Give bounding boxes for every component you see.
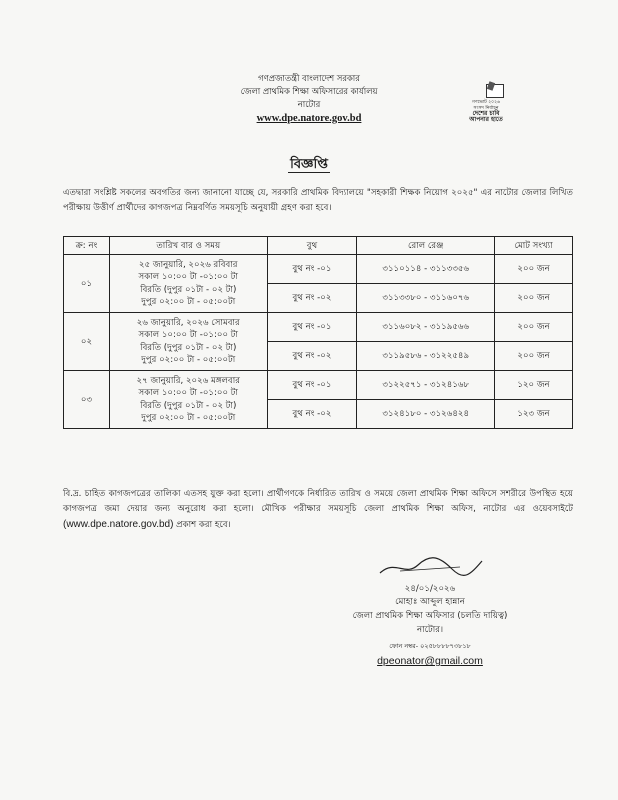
- notice-title-text: বিজ্ঞপ্তি: [290, 157, 328, 172]
- date-cell: [109, 313, 267, 371]
- intro-paragraph: এতদ্বারা সংশ্লিষ্ট সকলের অবগতির জন্য জানানো যাচ্ছে যে, সরকারি প্রাথমিক বিদ্যালয়ে "সহকারী শিক্ষক নিয়োগ ২০২৫" এর নাটোর জেলার লিখিত পরীক্ষায় উত্তীর্ণ প্রার্থীদের কাগজপত্র নিম্নবর্ণিত সময়সূচি অনুযায়ী গ্রহণ করা হবে।: [63, 188, 573, 213]
- website-link[interactable]: www.dpe.natore.gov.bd: [256, 113, 362, 124]
- range-cell: ৩১২৪১৮০ - ৩১২৬৪২৪: [357, 400, 495, 429]
- note-text: বি.দ্র. চাহিত কাগজপত্রের তালিকা এতসহ যুক্ত করা হলো। প্রার্থীগণকে নির্ধারিত তারিখ ও সময়ে জেলা প্রাথমিক শিক্ষা অফিসে সশরীরে উপস্থিত হয়ে কাগজপত্র জমা দেয়ার জন্য অনুরোধ করা হলো। মৌখিক পরীক্ষার সময়সূচি জেলা প্রাথমিক শিক্ষা অফিস, নাটোর এর ওয়েবসাইটে: [63, 489, 573, 514]
- schedule-table: [63, 236, 573, 429]
- range-cell: ৩১১৯৫৮৬ - ৩১২২৫৪৯: [357, 342, 495, 371]
- col-serial: ক্র: নং: [64, 237, 110, 255]
- booth-cell: বুথ নং -০২: [267, 400, 357, 429]
- logo-line4: আপনার হাতে: [469, 115, 503, 123]
- break-time: বিরতি (দুপুর ০১টা - ০২ টা): [140, 342, 237, 353]
- logo-text: [458, 100, 514, 122]
- note-paragraph: [63, 487, 573, 533]
- date-cell: [109, 371, 267, 429]
- signatory-name: মোহাঃ আব্দুল হান্নান: [395, 597, 465, 607]
- note-text-end: প্রকাশ করা হবে।: [176, 520, 231, 530]
- booth-cell: বুথ নং -০২: [267, 342, 357, 371]
- signatory-role: জেলা প্রাথমিক শিক্ষা অফিসার (চলতি দায়িত্ব): [352, 611, 508, 621]
- break-time: বিরতি (দুপুর ০১টা - ০২ টা): [140, 284, 237, 295]
- range-cell: ৩১১৬০৮২ - ৩১১৯৫৬৬: [357, 313, 495, 342]
- morning-time: সকাল ১০:০০ টা -০১:০০ টা: [138, 272, 238, 282]
- morning-time: সকাল ১০:০০ টা -০১:০০ টা: [138, 330, 238, 340]
- range-cell: ৩১১৩৩৮০ - ৩১১৬০৭৬: [357, 284, 495, 313]
- range-cell: ৩১২২৫৭১ - ৩১২৪১৬৮: [357, 371, 495, 400]
- election-logo: [458, 82, 514, 126]
- serial-cell: ০১: [64, 255, 110, 313]
- office-name: জেলা প্রাথমিক শিক্ষা অফিসারের কার্যালয়: [240, 86, 378, 96]
- afternoon-time: দুপুর ০২:০০ টা - ০৫:০০টা: [141, 297, 236, 307]
- note-website-link[interactable]: (www.dpe.natore.gov.bd): [63, 519, 174, 530]
- col-total: মোট সংখ্যা: [495, 237, 573, 255]
- col-booth: বুথ: [267, 237, 357, 255]
- col-roll-range: রোল রেঞ্জ: [357, 237, 495, 255]
- email-link[interactable]: dpeonator@gmail.com: [377, 655, 483, 667]
- signature-date: ২৪/০১/২০২৬: [404, 584, 456, 594]
- signature-block: [300, 555, 560, 667]
- table-row: [64, 371, 573, 400]
- total-cell: ২০০ জন: [495, 342, 573, 371]
- serial-cell: ০২: [64, 313, 110, 371]
- booth-cell: বুথ নং -০২: [267, 284, 357, 313]
- afternoon-time: দুপুর ০২:০০ টা - ০৫:০০টা: [141, 413, 236, 423]
- letterhead: [0, 72, 618, 127]
- range-cell: ৩১১০১১৪ - ৩১১৩৩৫৬: [357, 255, 495, 284]
- table-row: [64, 313, 573, 342]
- date-cell: [109, 255, 267, 313]
- date-line: ২৭ জানুয়ারি, ২০২৬ মঙ্গলবার: [136, 375, 240, 386]
- afternoon-time: দুপুর ০২:০০ টা - ০৫:০০টা: [141, 355, 236, 365]
- table-header-row: [64, 237, 573, 255]
- notice-title: [0, 155, 618, 176]
- total-cell: ২০০ জন: [495, 284, 573, 313]
- date-line: ২৫ জানুয়ারি, ২০২৬ রবিবার: [139, 259, 238, 270]
- break-time: বিরতি (দুপুর ০১টা - ০২ টা): [140, 400, 237, 411]
- signatory-place: নাটোর।: [416, 625, 444, 635]
- booth-cell: বুথ নং -০১: [267, 313, 357, 342]
- total-cell: ২০০ জন: [495, 313, 573, 342]
- col-date-time: তারিখ বার ও সময়: [109, 237, 267, 255]
- booth-cell: বুথ নং -০১: [267, 371, 357, 400]
- logo-line3: দেশের চাবি: [472, 110, 500, 118]
- government-name: গণপ্রজাতন্ত্রী বাংলাদেশ সরকার: [258, 73, 360, 83]
- table-row: [64, 255, 573, 284]
- logo-line1: গণভোট ২০২৬: [471, 100, 501, 105]
- total-cell: ১২৩ জন: [495, 400, 573, 429]
- logo-line2: সংসদ নির্বাচন: [473, 105, 499, 111]
- total-cell: ২০০ জন: [495, 255, 573, 284]
- serial-cell: ০৩: [64, 371, 110, 429]
- booth-cell: বুথ নং -০১: [267, 255, 357, 284]
- office-location: নাটোর: [297, 99, 321, 109]
- total-cell: ১২০ জন: [495, 371, 573, 400]
- signature-scribble: [370, 555, 490, 579]
- date-line: ২৬ জানুয়ারি, ২০২৬ সোমবার: [136, 317, 240, 328]
- morning-time: সকাল ১০:০০ টা -০১:০০ টা: [138, 388, 238, 398]
- phone-number: ফোন নম্বর- ০২৫৮৮৮৮৭৩৮১৮: [389, 642, 471, 650]
